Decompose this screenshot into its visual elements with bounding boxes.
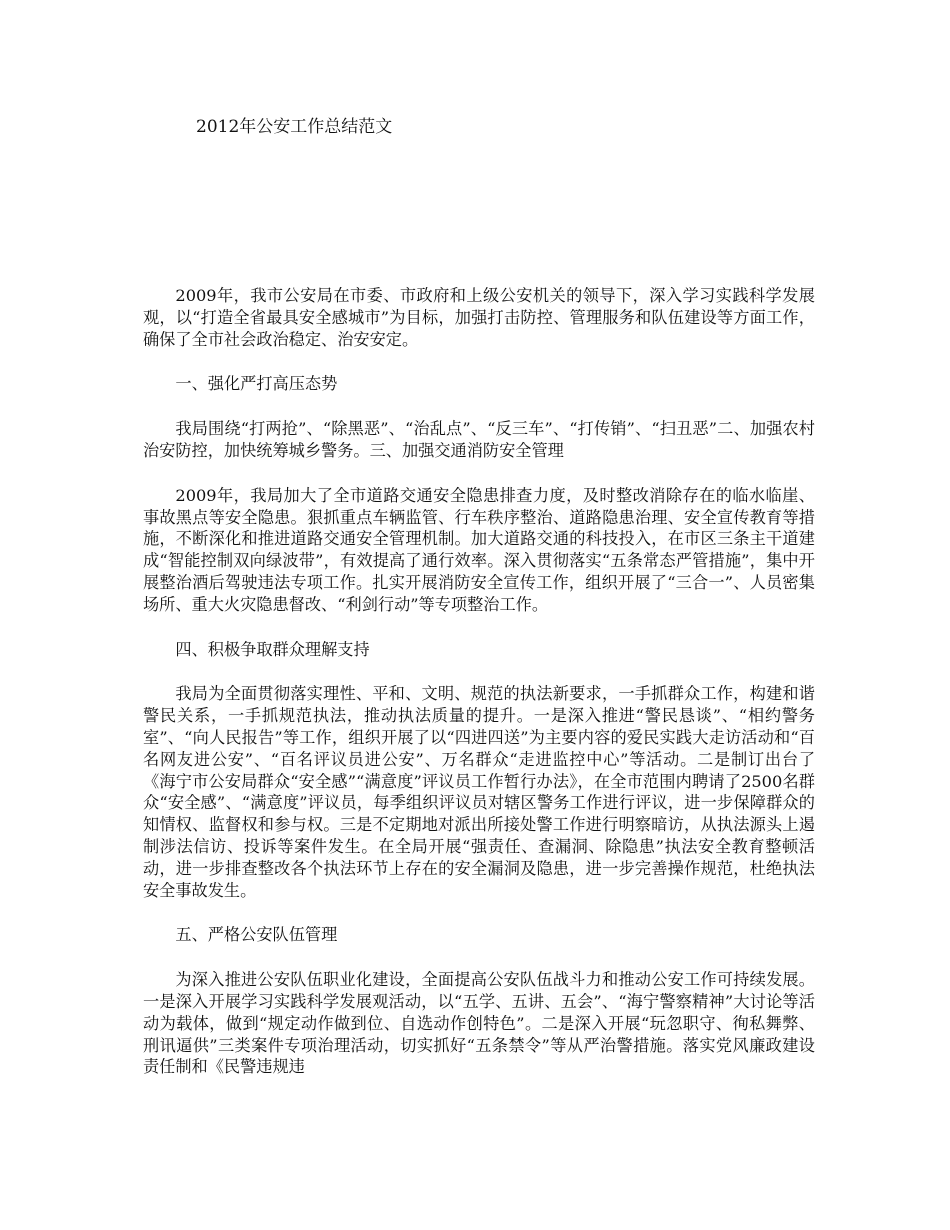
section-1-paragraph: 我局围绕“打两抢”、“除黑恶”、“治乱点”、“反三车”、“打传销”、“扫丑恶”二、加强农村治安防控，加快统筹城乡警务。三、加强交通消防安全管理 (143, 419, 815, 460)
traffic-safety-paragraph: 2009年，我局加大了全市道路交通安全隐患排查力度，及时整改消除存在的临水临崖、事故黑点等安全隐患。狠抓重点车辆监管、行车秩序整治、道路隐患治理、安全宣传教育等措施，不断深化和推进道路交通安全管理机制。加大道路交通的科技投入，在市区三条主干道建成“智能控制双向绿波带”，有效提高了通行效率。深入贯彻落实“五条常态严管措施”，集中开展整治酒后驾驶违法专项工作。扎实开展消防安全宣传工作，组织开展了“三合一”、人员密集场所、重大火灾隐患督改、“利剑行动”等专项整治工作。 (143, 485, 815, 614)
section-heading-4: 四、积极争取群众理解支持 (175, 639, 370, 659)
document-body (143, 285, 815, 1101)
section-heading-1: 一、强化严打高压态势 (175, 374, 338, 394)
section-heading-5: 五、严格公安队伍管理 (175, 925, 338, 945)
document-title: 2012年公安工作总结范文 (196, 117, 393, 137)
section-4-paragraph: 我局为全面贯彻落实理性、平和、文明、规范的执法新要求，一手抓群众工作，构建和谐警民关系，一手抓规范执法，推动执法质量的提升。一是深入推进“警民恳谈”、“相约警务室”、“向人民报告”等工作，组织开展了以“四进四送”为主要内容的爱民实践大走访活动和“百名网友进公安”、“百名评议员进公安”、万名群众“走进监控中心”等活动。二是制订出台了《海宁市公安局群众“安全感”“满意度”评议员工作暂行办法》，在全市范围内聘请了2500名群众“安全感”、“满意度”评议员，每季组织评议员对辖区警务工作进行评议，进一步保障群众的知情权、监督权和参与权。三是不定期地对派出所接处警工作进行明察暗访，从执法源头上遏制涉法信访、投诉等案件发生。在全局开展“强责任、查漏洞、除隐患”执法安全教育整顿活动，进一步排查整改各个执法环节上存在的安全漏洞及隐患，进一步完善操作规范，杜绝执法安全事故发生。 (143, 684, 815, 900)
section-5-paragraph: 为深入推进公安队伍职业化建设，全面提高公安队伍战斗力和推动公安工作可持续发展。一是深入开展学习实践科学发展观活动，以“五学、五讲、五会”、“海宁警察精神”大讨论等活动为载体，做到“规定动作做到位、自选动作创特色”。二是深入开展“玩忽职守、徇私舞弊、刑讯逼供”三类案件专项治理活动，切实抓好“五条禁令”等从严治警措施。落实党风廉政建设责任制和《民警违规违 (143, 970, 815, 1077)
intro-paragraph: 2009年，我市公安局在市委、市政府和上级公安机关的领导下，深入学习实践科学发展观，以“打造全省最具安全感城市”为目标，加强打击防控、管理服务和队伍建设等方面工作，确保了全市社会政治稳定、治安安定。 (143, 286, 815, 349)
